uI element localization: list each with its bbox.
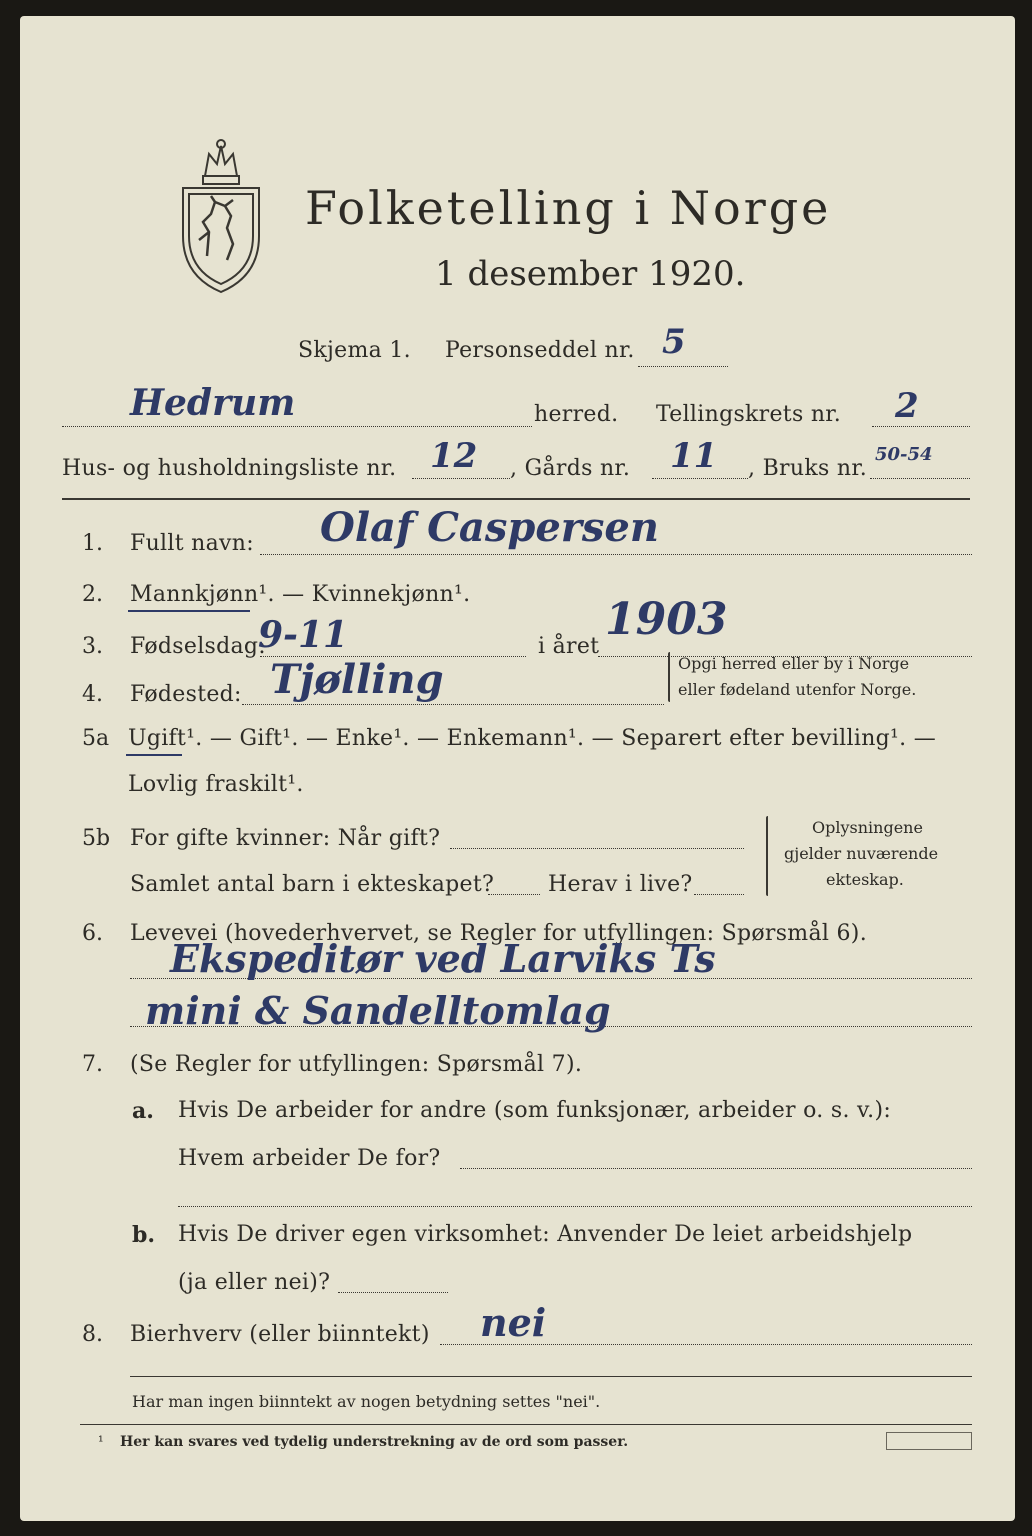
tellingskrets-field-line bbox=[872, 426, 970, 427]
q1-field-line bbox=[260, 554, 972, 555]
q7-label: (Se Regler for utfyllingen: Spørsmål 7). bbox=[130, 1052, 583, 1077]
herred-field-line bbox=[62, 426, 532, 427]
q4-note-line1: Opgi herred eller by i Norge bbox=[678, 654, 910, 673]
q2-number: 2. bbox=[82, 582, 103, 607]
q4-note-bracket bbox=[668, 652, 670, 702]
q3-label: Fødselsdag: bbox=[130, 634, 267, 659]
q5b-children-field-line bbox=[488, 894, 540, 895]
footnote-divider bbox=[80, 1424, 972, 1425]
personseddel-value[interactable]: 5 bbox=[662, 322, 686, 362]
q5b-children-label: Samlet antal barn i ekteskapet? bbox=[130, 872, 495, 897]
q2-gender-options[interactable]: Mannkjønn¹. — Kvinnekjønn¹. bbox=[130, 582, 471, 607]
q7a-line1: Hvis De arbeider for andre (som funksjonær, arbeider o. s. v.): bbox=[178, 1098, 892, 1123]
q4-number: 4. bbox=[82, 682, 103, 707]
q6-occupation-value-line2[interactable]: mini & Sandelltomlag bbox=[145, 988, 611, 1033]
q7b-line1: Hvis De driver egen virksomhet: Anvender De leiet arbeidshjelp bbox=[178, 1222, 913, 1247]
q4-birthplace-field-line bbox=[242, 704, 664, 705]
hus-label: Hus- og husholdningsliste nr. bbox=[62, 456, 397, 481]
q1-full-name-value[interactable]: Olaf Caspersen bbox=[320, 504, 659, 551]
q8-number: 8. bbox=[82, 1322, 103, 1347]
personseddel-label: Personseddel nr. bbox=[445, 338, 635, 363]
q8-label: Bierhverv (eller biinntekt) bbox=[130, 1322, 430, 1347]
schema-label: Skjema 1. bbox=[298, 338, 411, 363]
q1-number: 1. bbox=[82, 531, 103, 556]
hus-field-line bbox=[412, 478, 510, 479]
q3-birthday-value[interactable]: 9-11 bbox=[258, 614, 349, 656]
q7-number: 7. bbox=[82, 1052, 103, 1077]
q5a-marital-options[interactable]: Ugift¹. — Gift¹. — Enke¹. — Enkemann¹. — Separert efter bevilling¹. — bbox=[128, 726, 937, 751]
footer-divider bbox=[130, 1376, 972, 1377]
gards-value[interactable]: 11 bbox=[670, 436, 718, 476]
q3-year-value[interactable]: 1903 bbox=[605, 594, 728, 645]
tellingskrets-value[interactable]: 2 bbox=[895, 386, 919, 426]
personseddel-field-line bbox=[638, 366, 728, 367]
q8-value[interactable]: nei bbox=[480, 1300, 547, 1345]
q6-number: 6. bbox=[82, 921, 103, 946]
gards-field-line bbox=[652, 478, 748, 479]
q5b-note-line2: gjelder nuværende bbox=[784, 844, 939, 863]
q7a-employer-field-line2[interactable] bbox=[178, 1206, 972, 1207]
herred-label: herred. bbox=[534, 402, 619, 427]
q4-note-line2: eller fødeland utenfor Norge. bbox=[678, 680, 917, 699]
gards-label: , Gårds nr. bbox=[510, 456, 631, 481]
q7b-line2: (ja eller nei)? bbox=[178, 1270, 331, 1295]
q4-birthplace-value[interactable]: Tjølling bbox=[270, 656, 444, 703]
tellingskrets-label: Tellingskrets nr. bbox=[656, 402, 841, 427]
q5b-number: 5b bbox=[82, 826, 111, 851]
q3-year-label: i året bbox=[538, 634, 600, 659]
q5b-note-line1: Oplysningene bbox=[812, 818, 923, 837]
census-date: 1 desember 1920. bbox=[435, 254, 746, 294]
footnote-text: Her kan svares ved tydelig understrekning av de ord som passer. bbox=[120, 1434, 629, 1450]
printer-stamp bbox=[886, 1432, 972, 1450]
bruks-field-line bbox=[870, 478, 970, 479]
q5a-ugift-underline bbox=[126, 754, 182, 756]
q5b-married-date-field-line bbox=[450, 848, 744, 849]
q7a-letter: a. bbox=[132, 1098, 154, 1124]
herred-value[interactable]: Hedrum bbox=[130, 382, 296, 424]
norway-coat-of-arms-icon bbox=[175, 136, 267, 296]
q5b-line1: For gifte kvinner: Når gift? bbox=[130, 826, 441, 851]
bruks-value[interactable]: 50-54 bbox=[875, 444, 933, 465]
q4-label: Fødested: bbox=[130, 682, 242, 707]
q7b-letter: b. bbox=[132, 1222, 156, 1248]
census-form-sheet bbox=[20, 16, 1015, 1521]
q5b-alive-field-line bbox=[694, 894, 744, 895]
q7a-employer-field-line[interactable] bbox=[460, 1168, 972, 1169]
hus-value[interactable]: 12 bbox=[430, 436, 478, 476]
q3-number: 3. bbox=[82, 634, 103, 659]
q5b-note-line3: ekteskap. bbox=[826, 870, 904, 889]
q5b-note-bracket bbox=[766, 816, 768, 896]
q7b-answer-field-line[interactable] bbox=[338, 1292, 448, 1293]
bruks-label: , Bruks nr. bbox=[748, 456, 868, 481]
form-title: Folketelling i Norge bbox=[305, 181, 832, 235]
q5b-alive-label: Herav i live? bbox=[548, 872, 693, 897]
footnote-mark: ¹ bbox=[98, 1434, 104, 1450]
q6-occupation-value-line1[interactable]: Ekspeditør ved Larviks Ts bbox=[170, 936, 716, 981]
q7a-line2: Hvem arbeider De for? bbox=[178, 1146, 441, 1171]
q6-label: Levevei (hovederhvervet, se Regler for utfyllingen: Spørsmål 6). bbox=[130, 921, 867, 946]
q5a-number: 5a bbox=[82, 726, 110, 751]
q1-label: Fullt navn: bbox=[130, 531, 254, 556]
header-divider bbox=[62, 498, 970, 500]
q5a-line2[interactable]: Lovlig fraskilt¹. bbox=[128, 772, 304, 797]
footer-note: Har man ingen biinntekt av nogen betydning settes "nei". bbox=[132, 1392, 601, 1411]
q2-mannkjonn-underline bbox=[128, 610, 250, 612]
